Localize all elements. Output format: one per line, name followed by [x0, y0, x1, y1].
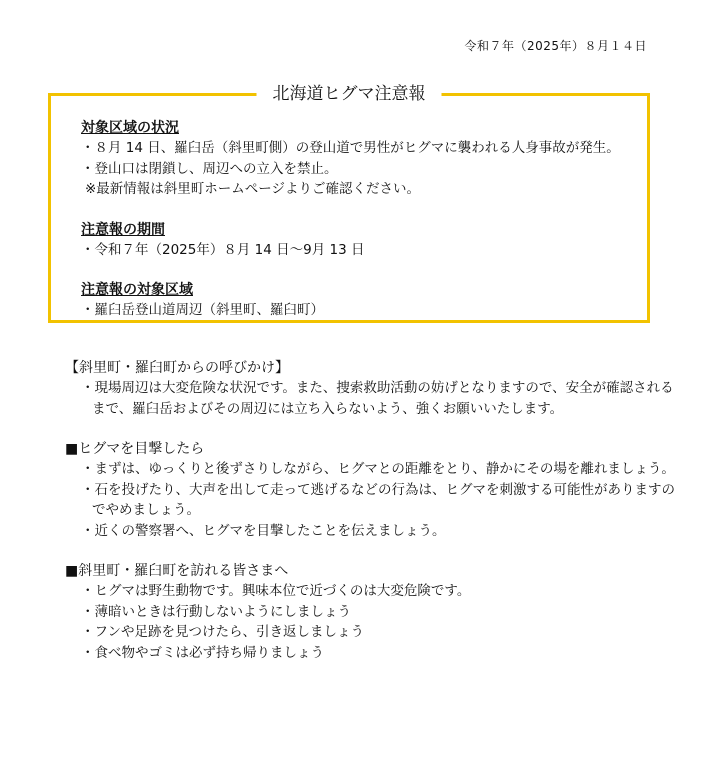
sighting-heading: ■ヒグマを目撃したら	[65, 441, 205, 457]
status-heading: 対象区域の状況	[81, 120, 179, 136]
status-note: ※最新情報は斜里町ホームページよりご確認ください。	[85, 181, 421, 197]
notice-title: 北海道ヒグマ注意報	[257, 82, 442, 106]
sighting-item: ・近くの警察署へ、ヒグマを目撃したことを伝えましょう。	[81, 522, 446, 539]
notice-content	[81, 118, 639, 321]
status-line: ・登山口は閉鎖し、周辺への立入を禁止。	[81, 160, 338, 177]
status-line: ・８月 14 日、羅臼岳（斜里町側）の登山道で男性がヒグマに襲われる人身事故が発生。	[81, 140, 620, 156]
appeal-item: ・現場周辺は大変危険な状況です。また、捜索救助活動の妨げとなりますので、安全が確認されるまで、羅臼岳およびその周辺には立ち入らないよう、強くお願いいたします。	[81, 380, 674, 417]
area-line: ・羅臼岳登山道周辺（斜里町、羅臼町）	[81, 302, 324, 318]
guidance-section	[65, 358, 681, 663]
period-heading: 注意報の期間	[81, 221, 165, 238]
visitors-item: ・薄暗いときは行動しないようにしましょう	[81, 603, 351, 620]
document-date: 令和７年（2025年）８月１４日	[464, 39, 647, 53]
visitors-item: ・ヒグマは野生動物です。興味本位で近づくのは大変危険です。	[81, 583, 471, 599]
appeal-heading: 【斜里町・羅臼町からの呼びかけ】	[65, 360, 289, 376]
visitors-heading: ■斜里町・羅臼町を訪れる皆さまへ	[65, 563, 289, 579]
notice-box	[48, 84, 650, 323]
visitors-item: ・食べ物やゴミは必ず持ち帰りましょう	[81, 644, 324, 661]
area-heading: 注意報の対象区域	[81, 282, 193, 298]
visitors-item: ・フンや足跡を見つけたら、引き返しましょう	[81, 624, 364, 640]
period-line: ・令和７年（2025年）８月 14 日～9月 13 日	[81, 241, 365, 258]
sighting-item: ・まずは、ゆっくりと後ずさりしながら、ヒグマとの距離をとり、静かにその場を離れましょう。	[81, 461, 675, 477]
sighting-item: ・石を投げたり、大声を出して走って逃げるなどの行為は、ヒグマを刺激する可能性がありますのでやめましょう。	[81, 481, 675, 518]
